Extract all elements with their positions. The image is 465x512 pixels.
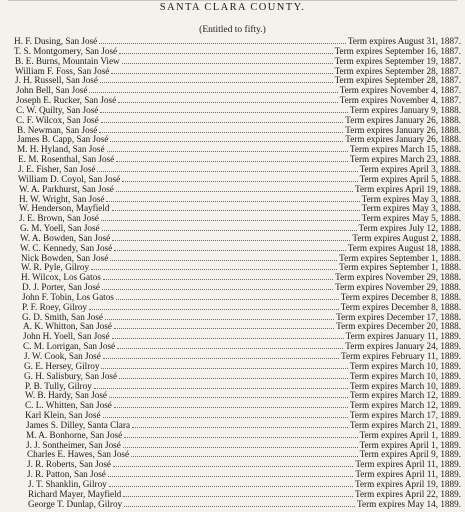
entry-name: James B. Capp, San José [17,134,109,145]
dot-leader [111,73,333,74]
dot-leader [110,141,343,142]
dot-leader [94,388,348,389]
dot-leader [132,427,348,428]
dot-leader [122,181,358,182]
dot-leader [116,299,339,300]
entry-name: W. C. Kennedy, San José [20,242,113,253]
entry-name: C. F. Wilcox, San José [16,114,99,125]
entry-name: J. W. Cook, San José [24,351,101,361]
dot-leader [109,397,348,398]
dot-leader [103,279,333,280]
entry-name: J. E. Brown, San José [19,213,99,224]
dot-leader [103,417,348,418]
dot-leader [117,348,343,349]
entry-name: John Bell, San José [16,85,88,96]
dot-leader [116,161,348,162]
dot-leader [102,289,333,290]
top-rule [8,0,457,1]
dot-leader [118,102,338,103]
entitlement-subtitle: (Entitled to fifty.) [199,25,266,35]
dot-leader [102,230,357,231]
dot-leader [124,437,358,438]
dot-leader [101,122,343,123]
entry-name: Charles E. Hawes, San José [27,449,130,460]
term-expiry: Term expires November 4, 1887. [339,95,461,106]
term-expiry: Term expires April 11, 1889. [355,459,461,470]
dot-leader [116,191,353,192]
term-expiry: Term expires September 16, 1887. [334,45,461,56]
term-expiry: Term expires March 17, 1889. [349,410,461,421]
dot-leader [112,338,344,339]
term-expiry: Term expires January 11, 1889. [345,331,461,342]
term-expiry: Term expires August 18, 1888. [347,242,461,253]
dot-leader [91,269,337,270]
dot-leader [131,456,358,457]
entry-name: Richard Mayer, Mayfield [28,488,122,499]
entry-name: M. A. Bonhorne, San José [26,429,123,440]
term-expiry: Term expires January 24, 1889. [345,341,461,352]
term-expiry: Term expires March 23, 1888. [349,154,461,165]
term-expiry: Term expires May 3, 1888. [361,193,461,204]
entry-name: C. L. Whitten, San José [25,400,112,411]
dot-leader [113,466,353,467]
entry-name: W. A. Parkhurst, San José [19,183,114,194]
dot-leader [103,358,339,359]
term-expiry: Term expires September 1, 1888. [339,252,461,263]
list-item [0,500,465,510]
term-expiry: Term expires April 19, 1888. [354,183,461,194]
dot-leader [101,220,360,221]
term-expiry: Term expires December 17, 1888. [336,311,461,322]
entry-name: W. Henderson, Mayfield [19,203,110,214]
term-expiry: Term expires March 10, 1889. [349,370,461,381]
entry-name: J. E. Fisher, San José [18,163,96,174]
entry-name: J. H. Russell, San José [15,75,98,86]
term-expiry: Term expires March 15, 1888. [349,144,461,155]
entry-name: M. H. Hyland, San José [17,144,105,155]
term-expiry: Term expires February 11, 1889. [341,351,461,361]
dot-leader [114,328,334,329]
entry-name: B. Newman, San José [17,124,98,135]
entry-name: H. F. Dusing, San José [14,36,98,46]
entry-name: Joseph E. Rucker, San José [16,95,117,106]
dot-leader [89,92,338,93]
term-expiry: Term expires September 28, 1887. [334,75,461,86]
term-expiry: Term expires January 26, 1888. [345,114,461,125]
term-expiry: Term expires September 19, 1887. [334,55,461,66]
entry-name: H. Wilcox, Los Gatos [21,272,101,283]
dot-leader [119,378,348,379]
term-expiry: Term expires March 12, 1889. [349,390,461,401]
term-expiry: Term expires April 19, 1889. [354,478,461,489]
dot-leader [99,43,346,44]
entry-name: Karl Klein, San José [25,410,101,421]
entry-name: George T. Dunlap, Gilroy [28,498,123,509]
term-expiry: Term expires January 9, 1888. [349,104,461,115]
dot-leader [100,112,348,113]
dot-leader [122,63,333,64]
term-expiry: Term expires April 22, 1889. [354,488,461,499]
dot-leader [112,240,350,241]
term-expiry: Term expires March 12, 1889. [349,400,461,411]
entry-name: P. B. Tully, Gilroy [25,380,92,391]
dot-leader [124,506,355,507]
term-expiry: Term expires July 12, 1888. [358,223,461,234]
dot-leader [101,368,348,369]
term-expiry: Term expires January 26, 1888. [345,124,461,135]
entry-name: E. M. Rosenthal, San José [18,154,115,165]
term-expiry: Term expires November 29, 1888. [335,272,461,283]
entry-name: P. F. Roey, Gilroy [22,301,88,312]
dot-leader [97,171,358,172]
dot-leader [108,476,353,477]
term-expiry: Term expires August 31, 1887. [347,36,461,46]
entry-name: A. K. Whitton, San José [23,321,112,332]
term-expiry: Term expires September 28, 1887. [334,65,461,76]
entry-name: H. W. Wright, San José [19,193,105,204]
term-expiry: Term expires December 8, 1888. [340,301,461,312]
dot-leader [106,201,360,202]
term-expiry: Term expires March 10, 1889. [349,380,461,391]
entry-name: G. M. Yoell, San José [20,223,100,234]
dot-leader [123,447,358,448]
entry-name: T. S. Montgomery, San José [14,45,118,56]
term-expiry: Term expires April 3, 1888. [359,163,461,174]
dot-leader [110,260,337,261]
term-expiry: Term expires April 1, 1889. [359,439,461,450]
term-expiry: Term expires November 29, 1888. [335,282,461,293]
entry-name: G. E. Hersey, Gilroy [24,360,100,371]
dot-leader [114,250,346,251]
entry-name: John F. Tobin, Los Gatos [22,291,114,302]
notary-list [0,37,465,510]
term-expiry: Term expires April 11, 1889. [355,469,461,480]
entry-name: J. R. Roberts, San José [27,459,111,470]
term-expiry: Term expires January 26, 1888. [345,134,461,145]
dot-leader [105,319,334,320]
entry-name: G. H. Salisbury, San José [24,370,118,381]
entry-name: William D. Coyol, San José [18,173,121,184]
term-expiry: Term expires March 21, 1889. [349,419,461,430]
dot-leader [114,407,348,408]
term-expiry: Term expires May 3, 1888. [361,203,461,214]
term-expiry: Term expires December 8, 1888. [340,291,461,302]
term-expiry: Term expires April 5, 1888. [359,173,461,184]
term-expiry: Term expires April 9, 1889. [359,449,461,460]
dot-leader [119,53,333,54]
entry-name: W. A. Bowden, San José [20,232,111,243]
term-expiry: Term expires March 10, 1889. [349,360,461,371]
entry-name: William F. Foss, San José [15,65,110,76]
term-expiry: Term expires April 1, 1889. [359,429,461,440]
entry-name: Nick Bowden, San José [21,252,109,263]
term-expiry: Term expires May 5, 1888. [361,213,461,224]
entry-name: J. J. Sontheimer, San José [26,439,121,450]
dot-leader [109,486,353,487]
entry-name: G. D. Smith, San José [22,311,103,322]
county-heading: SANTA CLARA COUNTY. [159,2,306,13]
entry-name: J. R. Patton, San José [27,469,106,480]
entry-name: C. M. Lorrigan, San José [23,341,116,352]
term-expiry: Term expires August 2, 1888. [352,232,461,243]
dot-leader [107,151,348,152]
dot-leader [123,496,353,497]
entry-name: C. W. Quilty, San José [16,104,99,115]
entry-name: W. B. Hardy, San José [25,390,107,401]
dot-leader [100,82,333,83]
dot-leader [99,132,343,133]
entry-name: W. R. Pyle, Gilroy [21,262,90,273]
dot-leader [89,309,339,310]
dot-leader [112,210,360,211]
term-expiry: Term expires May 14, 1889. [357,498,461,509]
entry-name: John H. Yoell, San José [23,331,110,342]
entry-name: D. J. Porter, San José [22,282,100,293]
term-expiry: Term expires September 1, 1888. [339,262,461,273]
term-expiry: Term expires December 20, 1888. [336,321,461,332]
entry-name: James S. Dilley, Santa Clara [26,419,131,430]
entry-name: J. T. Shanklin, Gilroy [28,478,107,489]
entry-name: B. E. Burns, Mountain View [15,55,120,66]
term-expiry: Term expires November 4, 1887. [339,85,461,96]
